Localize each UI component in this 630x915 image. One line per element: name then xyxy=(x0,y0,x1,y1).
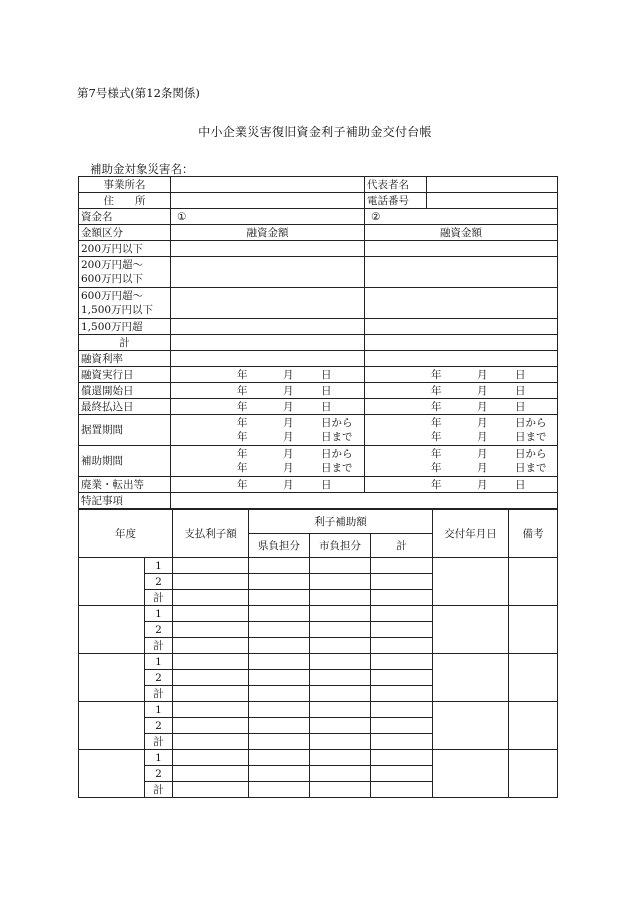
year-cell[interactable] xyxy=(79,702,145,750)
date-unit: 日 xyxy=(321,368,332,381)
date-line xyxy=(173,416,362,430)
class-amount-2[interactable] xyxy=(365,241,558,257)
date-unit: 月 xyxy=(283,384,294,397)
sub-row-label: 計 xyxy=(145,782,173,798)
city-share-cell[interactable] xyxy=(310,750,371,766)
paid-interest-cell[interactable] xyxy=(173,686,249,702)
date-unit: 日 xyxy=(515,400,526,413)
sub-row-label: 計 xyxy=(145,734,173,750)
class-amount-2[interactable] xyxy=(365,257,558,288)
date-line xyxy=(367,478,555,492)
paid-interest-cell[interactable] xyxy=(173,750,249,766)
date-cell-1[interactable] xyxy=(171,446,365,477)
class-row-label: 600万円超～ 1,500万円以下 xyxy=(79,288,171,319)
grant-date-cell[interactable] xyxy=(433,654,509,702)
date-unit: 月 xyxy=(477,478,488,491)
paid-interest-cell[interactable] xyxy=(173,606,249,622)
date-unit: 年 xyxy=(431,462,442,474)
date-row-label: 据置期間 xyxy=(79,415,171,446)
date-unit: 日から xyxy=(515,417,547,429)
paid-interest-header: 支払利子額 xyxy=(173,510,249,558)
sub-row-label: 2 xyxy=(145,718,173,734)
pref-share-cell[interactable] xyxy=(249,702,310,718)
subsidy-total-cell[interactable] xyxy=(371,750,433,766)
pref-share-cell[interactable] xyxy=(249,606,310,622)
pref-share-cell[interactable] xyxy=(249,654,310,670)
city-share-cell[interactable] xyxy=(310,686,371,702)
date-line xyxy=(173,384,362,398)
remarks-cell[interactable] xyxy=(509,606,558,654)
interest-rate-2[interactable] xyxy=(365,351,558,367)
sub-row-label: 2 xyxy=(145,622,173,638)
date-unit: 年 xyxy=(431,448,442,460)
date-unit: 日 xyxy=(321,478,332,491)
date-unit: 年 xyxy=(431,384,442,397)
pref-share-cell[interactable] xyxy=(249,622,310,638)
table-row xyxy=(79,654,558,670)
pref-share-cell[interactable] xyxy=(249,590,310,606)
grant-date-cell[interactable] xyxy=(433,750,509,798)
business-name-label: 事業所名 xyxy=(79,177,171,193)
subsidy-total-cell[interactable] xyxy=(371,782,433,798)
fund-2-marker: ② xyxy=(371,210,381,223)
pref-share-cell[interactable] xyxy=(249,574,310,590)
paid-interest-cell[interactable] xyxy=(173,782,249,798)
date-unit: 年 xyxy=(237,431,248,443)
date-unit: 日 xyxy=(321,400,332,413)
remarks-cell[interactable] xyxy=(509,654,558,702)
date-unit: 日から xyxy=(321,417,353,429)
date-unit: 日まで xyxy=(515,462,547,474)
total-label: 計 xyxy=(79,335,171,351)
subsidy-total-cell[interactable] xyxy=(371,654,433,670)
date-cell-1[interactable] xyxy=(171,383,365,399)
class-amount-1[interactable] xyxy=(171,288,365,319)
subsidy-total-cell[interactable] xyxy=(371,574,433,590)
date-cell-1[interactable] xyxy=(171,399,365,415)
pref-share-cell[interactable] xyxy=(249,686,310,702)
date-unit: 月 xyxy=(477,462,488,474)
date-unit: 年 xyxy=(431,431,442,443)
year-cell[interactable] xyxy=(79,750,145,798)
date-unit: 年 xyxy=(431,400,442,413)
date-unit: 月 xyxy=(477,431,488,443)
date-line xyxy=(367,368,555,382)
date-unit: 日から xyxy=(515,448,547,460)
date-unit: 日 xyxy=(321,384,332,397)
pref-share-cell[interactable] xyxy=(249,670,310,686)
date-line xyxy=(173,478,362,492)
subsidy-total-cell[interactable] xyxy=(371,558,433,574)
paid-interest-cell[interactable] xyxy=(173,654,249,670)
date-line xyxy=(173,461,362,475)
subsidy-header: 利子補助額 xyxy=(249,510,433,534)
date-line xyxy=(367,461,555,475)
pref-share-cell[interactable] xyxy=(249,782,310,798)
sub-row-label: 1 xyxy=(145,750,173,766)
date-cell-1[interactable] xyxy=(171,367,365,383)
date-unit: 月 xyxy=(283,478,294,491)
grant-date-cell[interactable] xyxy=(433,558,509,606)
remarks-cell[interactable] xyxy=(509,750,558,798)
year-cell[interactable] xyxy=(79,558,145,606)
paid-interest-cell[interactable] xyxy=(173,622,249,638)
class-amount-2[interactable] xyxy=(365,288,558,319)
paid-interest-cell[interactable] xyxy=(173,670,249,686)
subsidy-total-cell[interactable] xyxy=(371,702,433,718)
date-unit: 月 xyxy=(283,431,294,443)
date-unit: 月 xyxy=(283,417,294,429)
date-unit: 月 xyxy=(283,462,294,474)
paid-interest-cell[interactable] xyxy=(173,574,249,590)
date-cell-1[interactable] xyxy=(171,477,365,493)
date-unit: 年 xyxy=(237,478,248,491)
city-share-cell[interactable] xyxy=(310,622,371,638)
business-name-cell[interactable] xyxy=(171,177,365,193)
table-row xyxy=(79,606,558,622)
grant-date-cell[interactable] xyxy=(433,606,509,654)
subsidy-record-table xyxy=(78,509,558,798)
sub-row-label: 2 xyxy=(145,670,173,686)
subsidy-total-cell[interactable] xyxy=(371,638,433,654)
class-amount-1[interactable] xyxy=(171,257,365,288)
date-unit: 年 xyxy=(237,417,248,429)
date-unit: 月 xyxy=(283,400,294,413)
date-unit: 月 xyxy=(283,368,294,381)
date-cell-2[interactable] xyxy=(365,415,558,446)
sub-row-label: 2 xyxy=(145,574,173,590)
date-unit: 月 xyxy=(477,417,488,429)
class-amount-1[interactable] xyxy=(171,241,365,257)
representative-cell[interactable] xyxy=(427,177,558,193)
city-share-cell[interactable] xyxy=(310,718,371,734)
class-amount-2[interactable] xyxy=(365,319,558,335)
date-unit: 月 xyxy=(283,448,294,460)
date-unit: 月 xyxy=(477,400,488,413)
date-cell-2[interactable] xyxy=(365,383,558,399)
date-row-label: 最終払込日 xyxy=(79,399,171,415)
date-line xyxy=(173,368,362,382)
phone-cell[interactable] xyxy=(427,193,558,209)
representative-label: 代表者名 xyxy=(365,177,427,193)
subsidy-total-cell[interactable] xyxy=(371,766,433,782)
paid-interest-cell[interactable] xyxy=(173,590,249,606)
city-share-cell[interactable] xyxy=(310,558,371,574)
date-unit: 日まで xyxy=(515,431,547,443)
subsidy-total-cell[interactable] xyxy=(371,734,433,750)
city-share-cell[interactable] xyxy=(310,590,371,606)
date-unit: 年 xyxy=(431,478,442,491)
form-number: 第7号様式(第12条関係) xyxy=(77,86,200,100)
interest-rate-1[interactable] xyxy=(171,351,365,367)
pref-share-cell[interactable] xyxy=(249,766,310,782)
date-line xyxy=(367,384,555,398)
year-cell[interactable] xyxy=(79,606,145,654)
date-line xyxy=(367,400,555,414)
class-row-label: 1,500万円超 xyxy=(79,319,171,335)
sub-row-label: 1 xyxy=(145,606,173,622)
remarks-cell[interactable] xyxy=(509,558,558,606)
pref-share-cell[interactable] xyxy=(249,558,310,574)
date-unit: 日 xyxy=(515,478,526,491)
year-cell[interactable] xyxy=(79,654,145,702)
date-unit: 日 xyxy=(515,384,526,397)
subsidy-total-cell[interactable] xyxy=(371,670,433,686)
sub-row-label: 2 xyxy=(145,766,173,782)
date-cell-2[interactable] xyxy=(365,446,558,477)
fund-1-cell[interactable] xyxy=(171,209,365,225)
paid-interest-cell[interactable] xyxy=(173,638,249,654)
date-unit: 年 xyxy=(237,368,248,381)
pref-share-cell[interactable] xyxy=(249,734,310,750)
special-notes-cell[interactable] xyxy=(171,493,558,509)
subsidy-total-header: 計 xyxy=(371,534,433,558)
city-share-header: 市負担分 xyxy=(310,534,371,558)
total-amount-1[interactable] xyxy=(171,335,365,351)
sub-row-label: 1 xyxy=(145,558,173,574)
year-header: 年度 xyxy=(79,510,173,558)
fund-1-marker: ① xyxy=(177,210,187,223)
amount-class-label: 金額区分 xyxy=(79,225,171,241)
date-cell-1[interactable] xyxy=(171,415,365,446)
sub-row-label: 1 xyxy=(145,654,173,670)
paid-interest-cell[interactable] xyxy=(173,734,249,750)
date-unit: 月 xyxy=(477,384,488,397)
sub-row-label: 1 xyxy=(145,702,173,718)
remarks-cell[interactable] xyxy=(509,702,558,750)
date-line xyxy=(173,430,362,444)
paid-interest-cell[interactable] xyxy=(173,718,249,734)
subsidy-total-cell[interactable] xyxy=(371,622,433,638)
class-amount-1[interactable] xyxy=(171,319,365,335)
date-unit: 日まで xyxy=(321,462,353,474)
date-row-label: 償還開始日 xyxy=(79,383,171,399)
date-unit: 年 xyxy=(431,417,442,429)
address-label: 住 所 xyxy=(79,193,171,209)
address-cell[interactable] xyxy=(171,193,365,209)
loan-amount-header-2: 融資金額 xyxy=(365,225,558,241)
table-row xyxy=(79,558,558,574)
pref-share-cell[interactable] xyxy=(249,718,310,734)
date-unit: 年 xyxy=(237,384,248,397)
city-share-cell[interactable] xyxy=(310,606,371,622)
date-unit: 日から xyxy=(321,448,353,460)
remarks-header: 備考 xyxy=(509,510,558,558)
date-row-label: 補助期間 xyxy=(79,446,171,477)
date-cell-2[interactable] xyxy=(365,399,558,415)
loan-info-table xyxy=(78,176,558,509)
table-row xyxy=(79,702,558,718)
class-row-label: 200万円以下 xyxy=(79,241,171,257)
fund-name-label: 資金名 xyxy=(79,209,171,225)
paid-interest-cell[interactable] xyxy=(173,702,249,718)
special-notes-label: 特記事項 xyxy=(79,493,171,509)
loan-amount-header-1: 融資金額 xyxy=(171,225,365,241)
class-row-label: 200万円超～ 600万円以下 xyxy=(79,257,171,288)
date-line xyxy=(367,430,555,444)
date-line xyxy=(173,400,362,414)
fund-2-cell[interactable] xyxy=(365,209,558,225)
date-line xyxy=(367,416,555,430)
date-line xyxy=(367,447,555,461)
subsidy-total-cell[interactable] xyxy=(371,590,433,606)
total-amount-2[interactable] xyxy=(365,335,558,351)
pref-share-cell[interactable] xyxy=(249,638,310,654)
date-unit: 年 xyxy=(237,400,248,413)
interest-rate-label: 融資利率 xyxy=(79,351,171,367)
date-row-label: 廃業・転出等 xyxy=(79,477,171,493)
document-title: 中小企業災害復旧資金利子補助金交付台帳 xyxy=(198,125,432,139)
city-share-cell[interactable] xyxy=(310,782,371,798)
paid-interest-cell[interactable] xyxy=(173,766,249,782)
date-unit: 月 xyxy=(477,368,488,381)
date-line xyxy=(173,447,362,461)
grant-date-header: 交付年月日 xyxy=(433,510,509,558)
pref-share-cell[interactable] xyxy=(249,750,310,766)
city-share-cell[interactable] xyxy=(310,654,371,670)
city-share-cell[interactable] xyxy=(310,670,371,686)
city-share-cell[interactable] xyxy=(310,766,371,782)
date-unit: 月 xyxy=(477,448,488,460)
date-unit: 年 xyxy=(237,462,248,474)
date-cell-2[interactable] xyxy=(365,477,558,493)
city-share-cell[interactable] xyxy=(310,702,371,718)
city-share-cell[interactable] xyxy=(310,638,371,654)
date-row-label: 融資実行日 xyxy=(79,367,171,383)
date-unit: 日 xyxy=(515,368,526,381)
sub-row-label: 計 xyxy=(145,638,173,654)
date-unit: 年 xyxy=(431,368,442,381)
date-unit: 日まで xyxy=(321,431,353,443)
disaster-name-label: 補助金対象災害名： xyxy=(90,162,194,176)
sub-row-label: 計 xyxy=(145,686,173,702)
sub-row-label: 計 xyxy=(145,590,173,606)
pref-share-header: 県負担分 xyxy=(249,534,310,558)
subsidy-total-cell[interactable] xyxy=(371,606,433,622)
subsidy-total-cell[interactable] xyxy=(371,686,433,702)
paid-interest-cell[interactable] xyxy=(173,558,249,574)
subsidy-total-cell[interactable] xyxy=(371,718,433,734)
phone-label: 電話番号 xyxy=(365,193,427,209)
grant-date-cell[interactable] xyxy=(433,702,509,750)
table-row xyxy=(79,750,558,766)
city-share-cell[interactable] xyxy=(310,734,371,750)
date-unit: 年 xyxy=(237,448,248,460)
date-cell-2[interactable] xyxy=(365,367,558,383)
city-share-cell[interactable] xyxy=(310,574,371,590)
